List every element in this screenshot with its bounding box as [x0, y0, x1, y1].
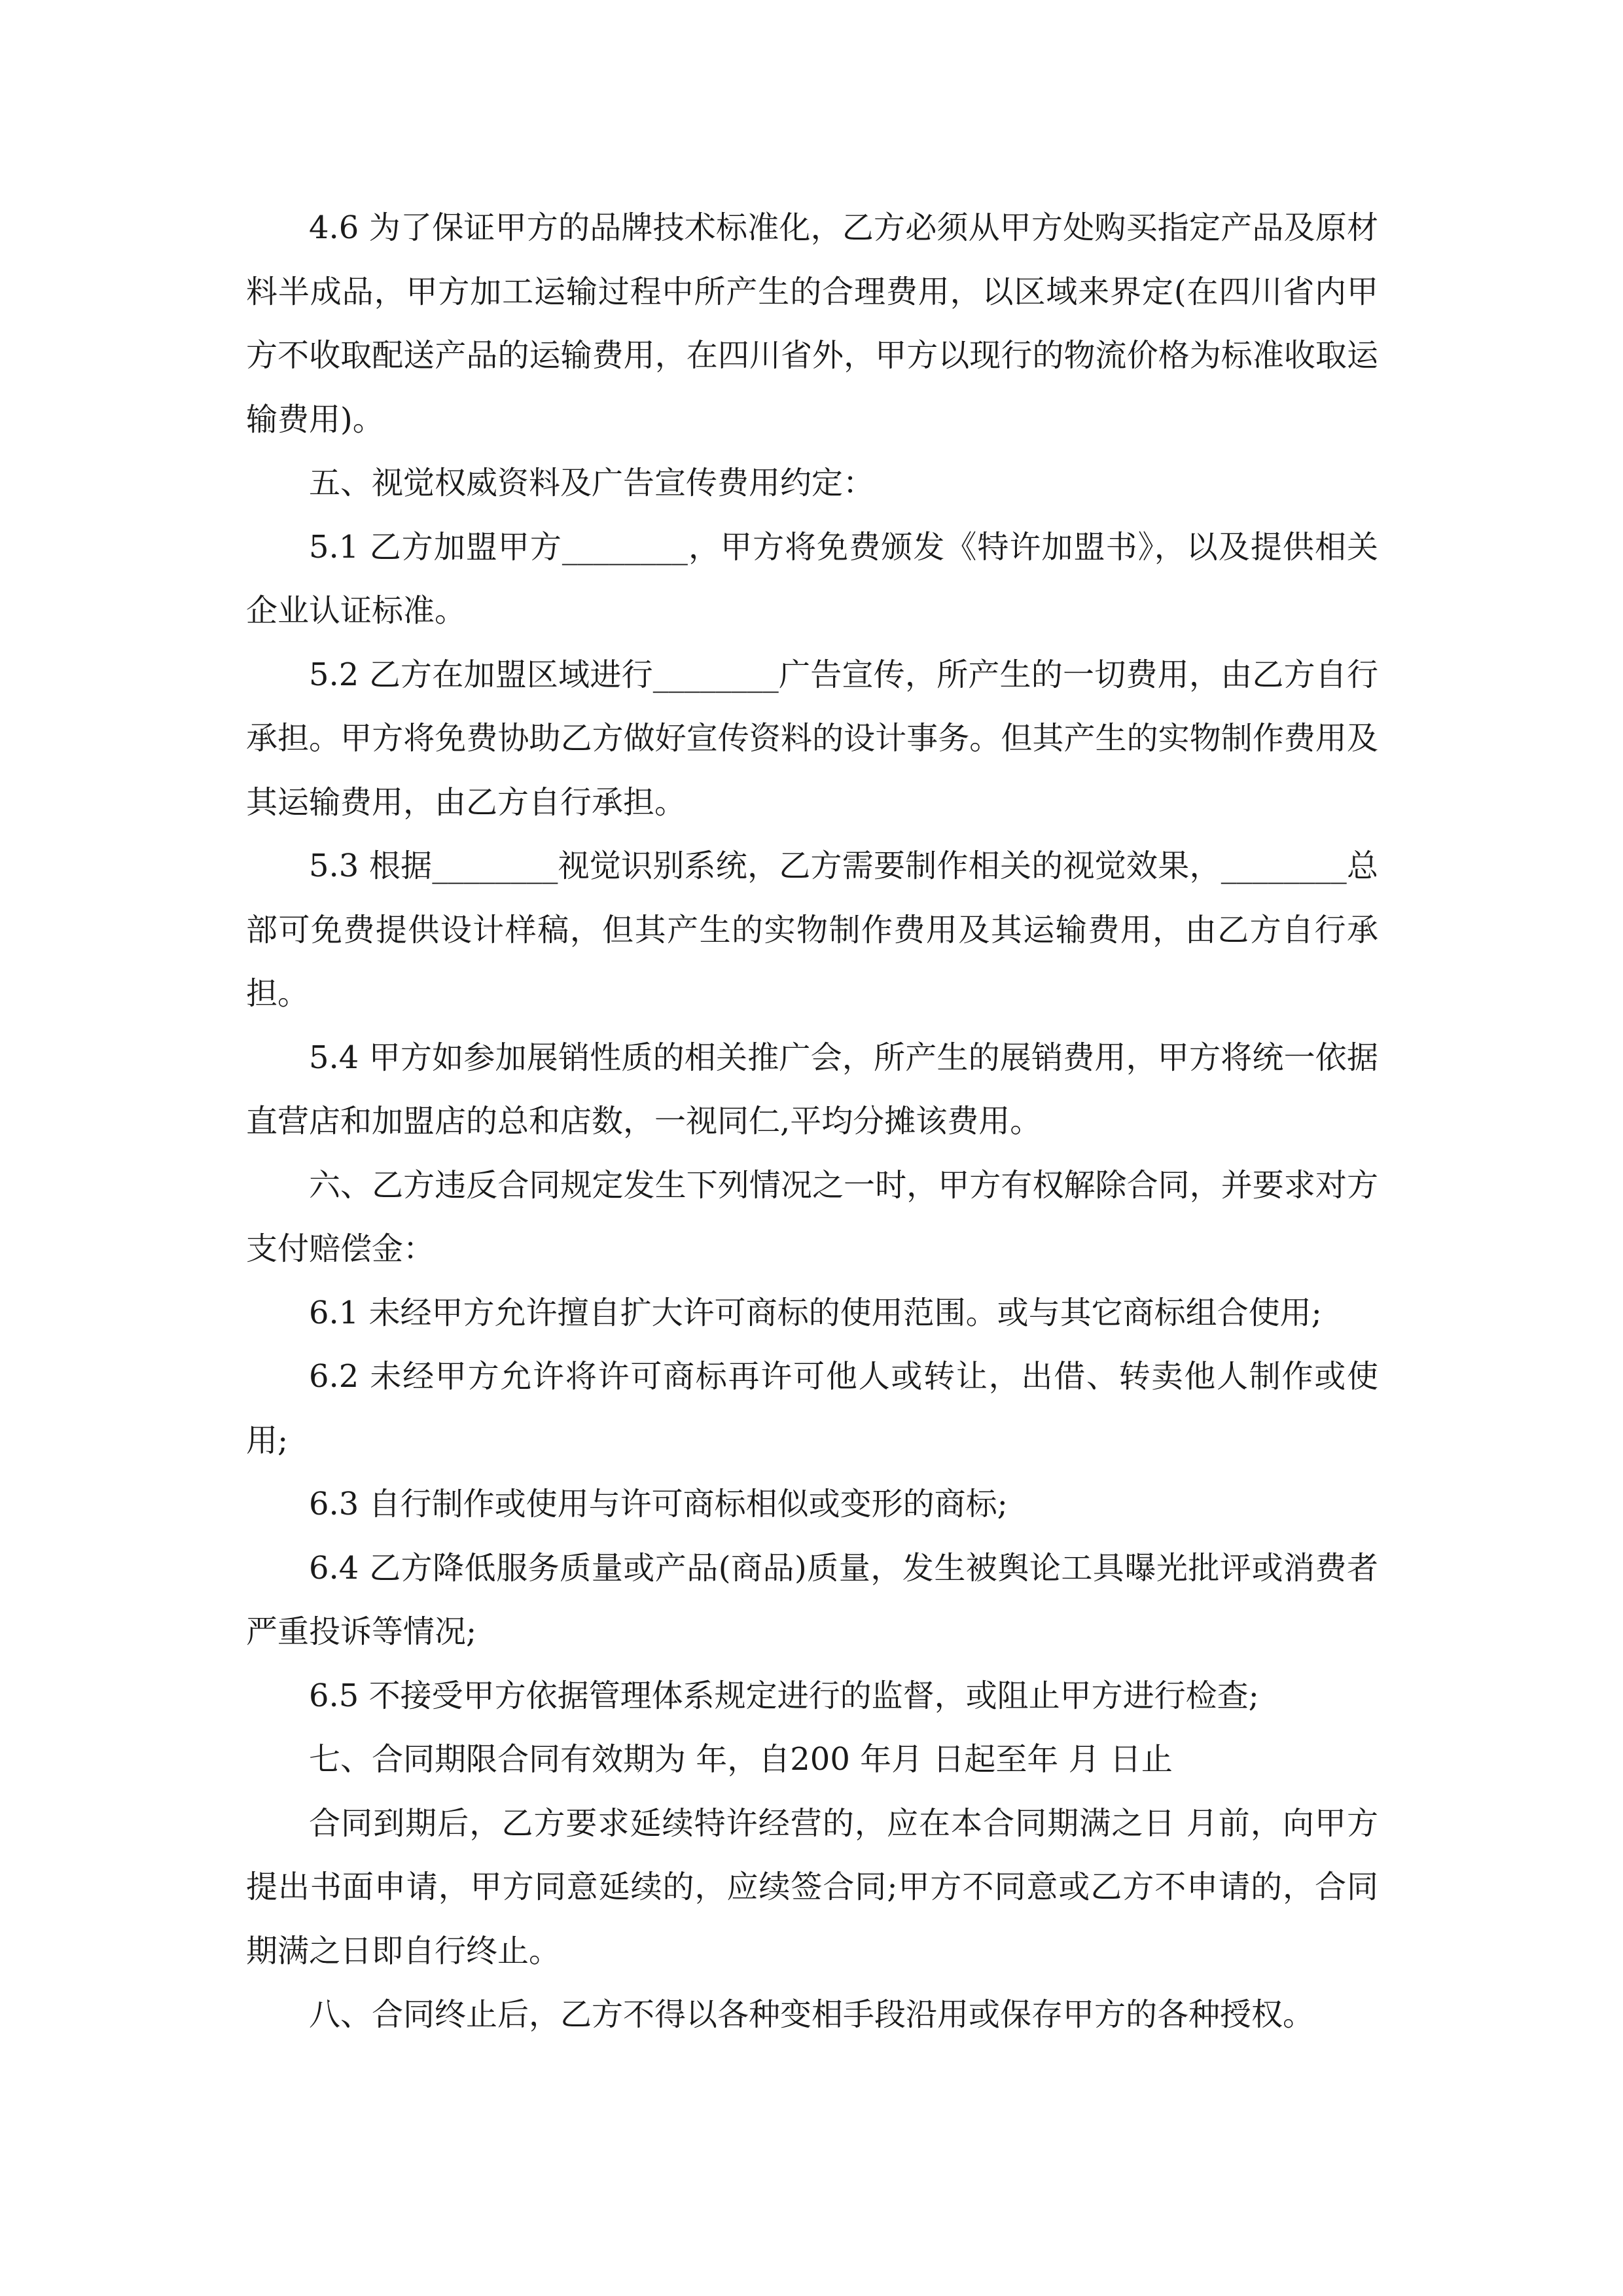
- section-7-renewal: 合同到期后，乙方要求延续特许经营的，应在本合同期满之日 月前，向甲方提出书面申请，甲方同意延续的，应续签合同;甲方不同意或乙方不申请的，合同期满之日即自行终止。: [246, 1804, 1378, 1969]
- clause-4-6: 4.6 为了保证甲方的品牌技术标准化，乙方必须从甲方处购买指定产品及原材料半成品，甲方加工运输过程中所产生的合理费用，以区域来界定(在四川省内甲方不收取配送产品的运输费用，在四川省外，甲方以现行的物流价格为标准收取运输费用)。: [246, 209, 1378, 438]
- section-7-heading: 七、合同期限合同有效期为 年，自200 年月 日起至年 月 日止: [309, 1741, 1173, 1778]
- clause-6-4: 6.4 乙方降低服务质量或产品(商品)质量，发生被舆论工具曝光批评或消费者严重投诉等情况;: [246, 1549, 1378, 1650]
- document-body: [246, 196, 1378, 2047]
- clause-5-1: 5.1 乙方加盟甲方________，甲方将免费颁发《特许加盟书》，以及提供相关企业认证标准。: [246, 528, 1378, 629]
- clause-6-1: 6.1 未经甲方允许擅自扩大许可商标的使用范围。或与其它商标组合使用;: [309, 1294, 1322, 1331]
- section-5-heading: 五、视觉权威资料及广告宣传费用约定：: [309, 465, 875, 501]
- clause-6-3: 6.3 自行制作或使用与许可商标相似或变形的商标;: [309, 1486, 1008, 1522]
- clause-5-2: 5.2 乙方在加盟区域进行________广告宣传，所产生的一切费用，由乙方自行承担。甲方将免费协助乙方做好宣传资料的设计事务。但其产生的实物制作费用及其运输费用，由乙方自行承担。: [246, 656, 1378, 821]
- clause-5-4: 5.4 甲方如参加展销性质的相关推广会，所产生的展销费用，甲方将统一依据直营店和加盟店的总和店数，一视同仁,平均分摊该费用。: [246, 1039, 1378, 1139]
- clause-6-2: 6.2 未经甲方允许将许可商标再许可他人或转让，出借、转卖他人制作或使用;: [246, 1358, 1378, 1459]
- clause-6-5: 6.5 不接受甲方依据管理体系规定进行的监督，或阻止甲方进行检查;: [309, 1677, 1259, 1714]
- section-8: 八、合同终止后，乙方不得以各种变相手段沿用或保存甲方的各种授权。: [309, 1996, 1315, 2033]
- clause-5-3: 5.3 根据________视觉识别系统，乙方需要制作相关的视觉效果，________总部可免费提供设计样稿，但其产生的实物制作费用及其运输费用，由乙方自行承担。: [246, 848, 1378, 1012]
- section-6-heading: 六、乙方违反合同规定发生下列情况之一时，甲方有权解除合同，并要求对方支付赔偿金：: [246, 1166, 1378, 1267]
